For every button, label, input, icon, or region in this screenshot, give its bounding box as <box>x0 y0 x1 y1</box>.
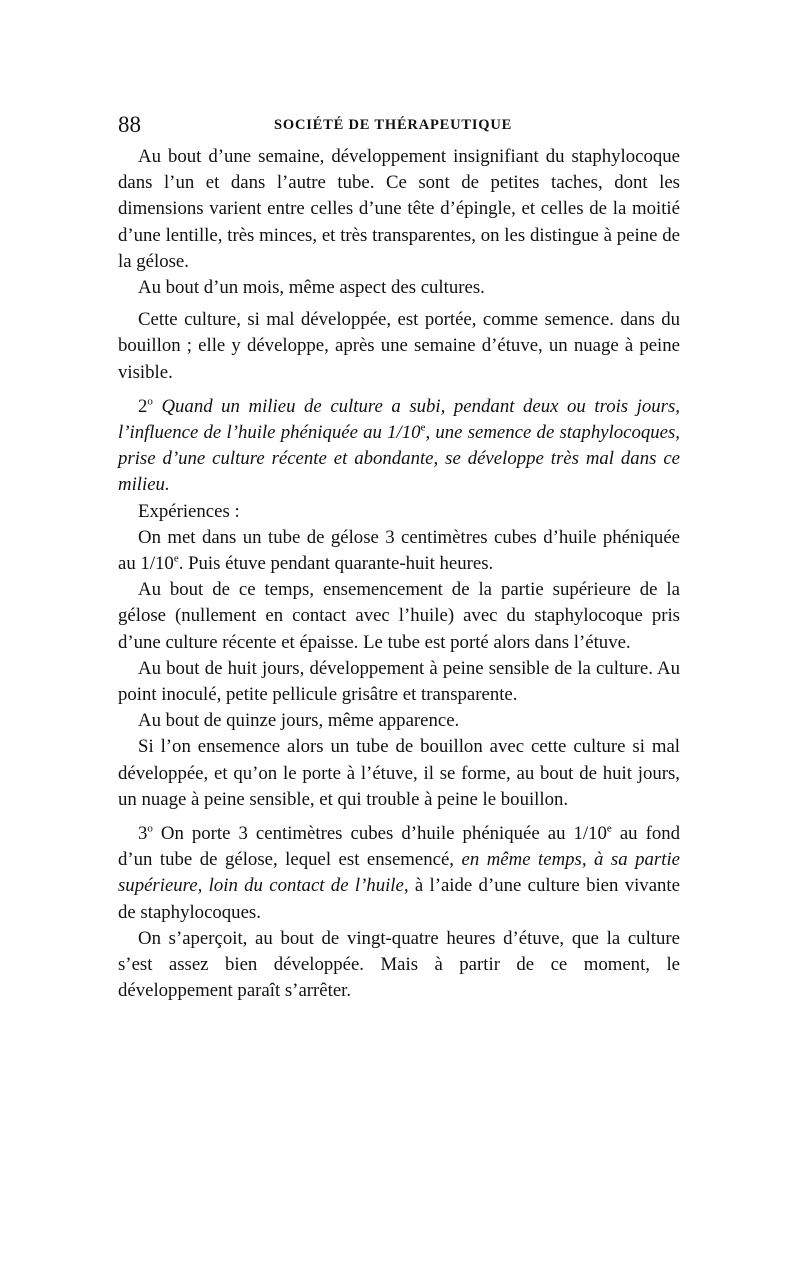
paragraph <box>118 525 680 577</box>
italic-text: , une semence de staphylocoques, prise d’une culture récente et abondante, se développe très mal dans ce milieu. <box>118 422 681 496</box>
paragraph-text: au fond d’un tube de gélose, lequel est ensemencé, <box>118 823 681 871</box>
paragraph: Si l’on ensemence alors un tube de bouillon avec cette culture si mal développée, et qu’on le porte à l’étuve, il se forme, au bout de huit jours, un nuage à peine sensible, et qui trouble à peine le bouillon. <box>118 736 680 810</box>
superscript: o <box>147 395 153 408</box>
italic-text: Quand un milieu de culture a subi, pendant deux ou trois jours, l’influence de l’huile phéniquée au 1/10 <box>118 395 680 444</box>
paragraph: Cette culture, si mal développée, est portée, comme semence. dans du bouillon ; elle y développe, après une semaine d’étuve, un nuage à peine visible. <box>118 309 680 383</box>
italic-text: en même temps, à sa partie supérieure, loin du contact de l’huile, <box>118 849 680 897</box>
section-number: 2 <box>138 395 148 417</box>
running-title: SOCIÉTÉ DE THÉRAPEUTIQUE <box>274 117 513 133</box>
paragraph: Au bout de ce temps, ensemencement de la partie supérieure de la gélose (nullement en contact avec l’huile) avec du staphylocoque pris d’une culture récente et épaisse. Le tube est porté alors dans l’étuve. <box>118 579 680 653</box>
paragraph: Au bout de quinze jours, même apparence. <box>138 710 460 732</box>
body-text <box>118 144 680 1005</box>
section-heading-paragraph <box>118 394 680 499</box>
page-number: 88 <box>118 112 141 137</box>
page-header <box>118 104 680 144</box>
paragraph: Au bout de huit jours, développement à peine sensible de la culture. Au point inoculé, petite pellicule grisâtre et transparente. <box>118 657 680 706</box>
paragraph-text: On porte 3 centimètres cubes d’huile phéniquée au 1/10 <box>152 823 607 845</box>
superscript: e <box>606 822 612 835</box>
section-heading-paragraph <box>118 821 680 926</box>
paragraph-text: à l’aide d’une culture bien vivante de staphylocoques. <box>118 875 680 923</box>
book-page <box>118 104 680 1005</box>
paragraph-text: On met dans un tube de gélose 3 centimètres cubes d’huile phéniquée au 1/10 <box>118 526 680 575</box>
superscript: e <box>420 421 426 434</box>
paragraph-text: . Puis étuve pendant quarante-huit heures. <box>178 553 494 575</box>
superscript: e <box>173 552 179 565</box>
paragraph: Au bout d’une semaine, développement insignifiant du staphylocoque dans l’un et dans l’autre tube. Ce sont de petites taches, dont les dimensions varient entre celles d’une tête d’épingle, et celles de la moitié d’une lentille, très minces, et très transparentes, on les distingue à peine de la gélose. <box>118 146 680 272</box>
paragraph: On s’aperçoit, au bout de vingt-quatre heures d’étuve, que la culture s’est assez bien développée. Mais à partir de ce moment, le développement paraît s’arrêter. <box>118 927 680 1002</box>
paragraph: Expériences : <box>138 500 240 522</box>
superscript: o <box>147 822 153 835</box>
section-number: 3 <box>138 823 148 845</box>
paragraph: Au bout d’un mois, même aspect des cultures. <box>138 277 485 299</box>
